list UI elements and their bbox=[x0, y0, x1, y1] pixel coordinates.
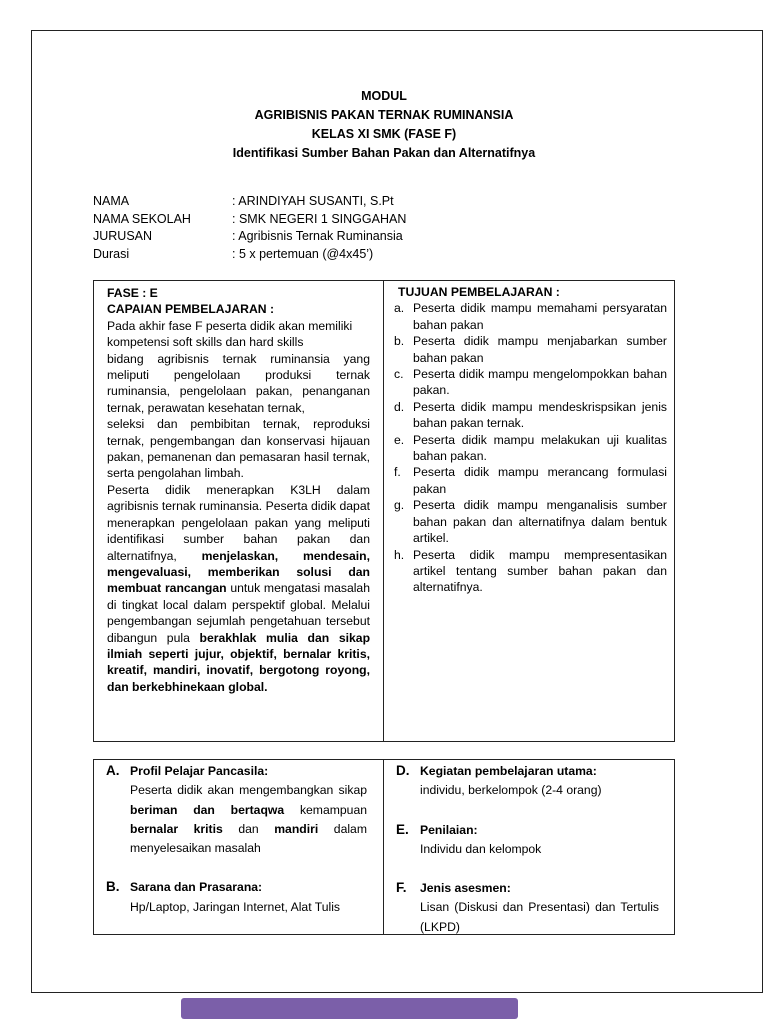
info-value: : 5 x pertemuan (@4x45’) bbox=[232, 246, 374, 261]
header-line-modul: MODUL bbox=[361, 89, 407, 103]
list-item bbox=[394, 432, 667, 465]
list-item bbox=[394, 547, 667, 596]
section-f-heading bbox=[396, 878, 659, 898]
details-table bbox=[93, 759, 675, 935]
list-letter: e. bbox=[394, 432, 405, 447]
list-item bbox=[394, 333, 667, 366]
footer-bar bbox=[181, 998, 518, 1019]
list-letter: d. bbox=[394, 399, 405, 414]
capaian-bold-text: berakhlak mulia dan sikap ilmiah seperti jujur, objektif, bernalar kritis, kreatif, mandiri, inovatif, bergotong royong, dan berkebhinekaan global. bbox=[107, 630, 371, 694]
capaian-paragraph-3: seleksi dan pembibitan ternak, reproduksi ternak, pengembangan dan konservasi hijauan pakan, pemanenan dan pemasaran hasil ternak, serta pengolahan limbah. bbox=[107, 417, 370, 481]
section-title: Jenis asesmen: bbox=[420, 881, 511, 896]
list-text: Peserta didik mampu mendeskrispsikan jenis bahan pakan ternak. bbox=[413, 399, 667, 431]
list-letter: f. bbox=[394, 465, 401, 480]
info-row-durasi bbox=[93, 246, 406, 264]
list-letter: b. bbox=[394, 334, 405, 349]
section-text: Peserta didik akan mengembangkan sikap bbox=[130, 783, 367, 798]
list-item bbox=[394, 366, 667, 399]
capaian-bold-text: menjelaskan, mendesain, mengevaluasi, memberikan solusi dan membuat rancangan bbox=[107, 548, 371, 596]
section-f-body: Lisan (Diskusi dan Presentasi) dan Tertulis (LKPD) bbox=[420, 900, 659, 934]
section-text: kemampuan bbox=[284, 802, 368, 817]
section-bold-text: bernalar kritis bbox=[130, 821, 223, 836]
list-text: Peserta didik mampu menjabarkan sumber bahan pakan bbox=[413, 334, 667, 365]
list-item bbox=[394, 497, 667, 546]
section-a-body bbox=[106, 781, 367, 858]
section-letter: E. bbox=[396, 821, 409, 837]
list-item bbox=[394, 399, 667, 432]
info-label: NAMA bbox=[93, 194, 130, 208]
section-title: Profil Pelajar Pancasila: bbox=[130, 764, 269, 778]
section-letter: B. bbox=[106, 879, 120, 895]
document-header bbox=[0, 87, 768, 163]
list-letter: c. bbox=[394, 367, 404, 382]
section-letter: D. bbox=[396, 763, 410, 778]
list-letter: g. bbox=[394, 498, 405, 513]
fase-label: FASE : E bbox=[107, 286, 158, 300]
info-value: : ARINDIYAH SUSANTI, S.Pt bbox=[232, 194, 394, 208]
section-text: dan bbox=[222, 821, 275, 836]
details-right-column bbox=[384, 760, 674, 934]
header-line-class: KELAS XI SMK (FASE F) bbox=[311, 127, 457, 141]
list-item bbox=[394, 464, 667, 497]
list-letter: h. bbox=[394, 547, 405, 562]
list-text: Peserta didik mampu melakukan uji kualitas bahan pakan. bbox=[413, 432, 667, 464]
section-d-heading bbox=[396, 761, 659, 781]
capaian-text: Peserta didik menerapkan K3LH dalam agribisnis ternak ruminansia. Peserta didik dapat menerapkan pengelolaan pakan yang meliputi identifikasi sumber bahan pakan dan alternatifnya, bbox=[107, 482, 370, 563]
header-line-subject: AGRIBISNIS PAKAN TERNAK RUMINANSIA bbox=[254, 108, 514, 122]
header-line-topic: Identifikasi Sumber Bahan Pakan dan Alternatifnya bbox=[232, 146, 536, 160]
list-item bbox=[394, 300, 667, 333]
info-value: : Agribisnis Ternak Ruminansia bbox=[232, 229, 403, 243]
capaian-column bbox=[94, 281, 384, 741]
section-letter: F. bbox=[396, 880, 407, 896]
section-title: Penilaian: bbox=[420, 822, 478, 837]
list-text: Peserta didik mampu mengelompokkan bahan pakan. bbox=[413, 367, 667, 398]
list-letter: a. bbox=[394, 301, 405, 316]
list-text: Peserta didik mampu memahami persyaratan bahan pakan bbox=[413, 301, 667, 332]
identity-block bbox=[93, 193, 406, 263]
capaian-paragraph-2: bidang agribisnis ternak ruminansia yang meliputi pengelolaan produksi ternak ruminansia, pengelolaan pakan, penanganan ternak, perawatan kesehatan ternak, bbox=[107, 351, 370, 415]
section-b-heading bbox=[106, 877, 367, 897]
tujuan-column bbox=[384, 281, 674, 741]
section-e-heading bbox=[396, 820, 659, 840]
tujuan-list bbox=[394, 300, 667, 595]
section-text: dalam menyelesaikan masalah bbox=[130, 821, 367, 856]
capaian-title: CAPAIAN PEMBELAJARAN : bbox=[107, 302, 275, 317]
learning-table bbox=[93, 280, 675, 742]
capaian-paragraph-4 bbox=[107, 482, 370, 695]
info-label: NAMA SEKOLAH bbox=[93, 211, 191, 226]
section-d-body: individu, berkelompok (2-4 orang) bbox=[420, 783, 602, 798]
info-row-nama bbox=[93, 193, 406, 211]
details-left-column bbox=[94, 760, 384, 934]
list-text: Peserta didik mampu mempresentasikan artikel tentang sumber bahan pakan dan alternatifnya. bbox=[413, 547, 667, 595]
info-label: JURUSAN bbox=[93, 229, 153, 243]
info-row-sekolah bbox=[93, 211, 406, 229]
capaian-paragraph-1: Pada akhir fase F peserta didik akan memiliki kompetensi soft skills dan hard skills bbox=[107, 318, 353, 350]
info-label: Durasi bbox=[93, 246, 130, 261]
section-bold-text: mandiri bbox=[274, 821, 319, 836]
section-b-body: Hp/Laptop, Jaringan Internet, Alat Tulis bbox=[130, 899, 341, 914]
section-title: Sarana dan Prasarana: bbox=[130, 880, 263, 895]
info-value: : SMK NEGERI 1 SINGGAHAN bbox=[232, 211, 407, 226]
section-a-heading bbox=[106, 761, 367, 781]
list-text: Peserta didik mampu merancang formulasi pakan bbox=[413, 465, 667, 496]
tujuan-title: TUJUAN PEMBELAJARAN : bbox=[398, 285, 560, 299]
capaian-text: untuk mengatasi masalah di tingkat local dalam perspektif global. Melalui pengembangan sejumlah pengetahuan tersebut dibangun pula bbox=[107, 581, 370, 645]
info-row-jurusan bbox=[93, 228, 406, 246]
list-text: Peserta didik mampu menganalisis sumber bahan pakan dan alternatifnya dalam bentuk artikel. bbox=[413, 498, 667, 546]
section-e-body: Individu dan kelompok bbox=[420, 841, 542, 856]
section-title: Kegiatan pembelajaran utama: bbox=[420, 764, 597, 778]
section-letter: A. bbox=[106, 763, 120, 778]
section-bold-text: beriman dan bertaqwa bbox=[130, 802, 285, 817]
